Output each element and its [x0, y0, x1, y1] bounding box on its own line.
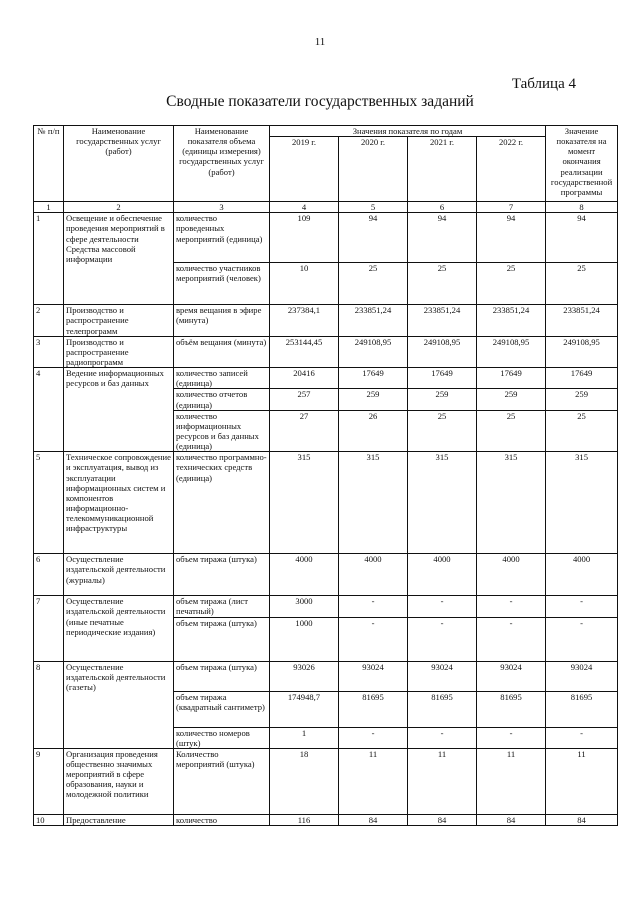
final-value: 93024 — [546, 661, 618, 691]
year-value: 109 — [270, 213, 339, 263]
header-final: Значение показателя на момент окончания реализации государственной программы — [546, 126, 618, 202]
indicator-name: Количество мероприятий (штука) — [174, 748, 270, 814]
service-name: Техническое сопровождение и эксплуатация, вывод из эксплуатации информационных систем и компонентов информационно-телекоммуникационной инфраструктуры — [64, 452, 174, 554]
year-value: 1 — [270, 727, 339, 748]
service-name: Производство и распространение радиопрограмм — [64, 336, 174, 367]
indicator-name: количество номеров (штук) — [174, 727, 270, 748]
table-row — [34, 213, 618, 263]
year-value: 93026 — [270, 661, 339, 691]
year-value: - — [408, 596, 477, 617]
header-year: 2019 г. — [270, 137, 339, 202]
row-number: 2 — [34, 305, 64, 336]
final-value: 81695 — [546, 691, 618, 727]
table-number: Таблица 4 — [511, 76, 576, 92]
row-number: 4 — [34, 368, 64, 452]
year-value: 20416 — [270, 368, 339, 389]
col-number: 4 — [270, 202, 339, 213]
year-value: 81695 — [339, 691, 408, 727]
final-value: 17649 — [546, 368, 618, 389]
col-number: 6 — [408, 202, 477, 213]
year-value: 11 — [408, 748, 477, 814]
row-number: 8 — [34, 661, 64, 748]
table-row — [34, 596, 618, 617]
header-service: Наименование государственных услуг (работ) — [64, 126, 174, 202]
year-value: 81695 — [477, 691, 546, 727]
year-value: 94 — [408, 213, 477, 263]
col-number: 3 — [174, 202, 270, 213]
final-value: 315 — [546, 452, 618, 554]
final-value: 25 — [546, 263, 618, 305]
year-value: 93024 — [477, 661, 546, 691]
final-value: 249108,95 — [546, 336, 618, 367]
year-value: 11 — [477, 748, 546, 814]
final-value: 11 — [546, 748, 618, 814]
indicator-name: количество — [174, 814, 270, 825]
service-name: Освещение и обеспечение проведения мероприятий в сфере деятельности Средства массовой информации — [64, 213, 174, 305]
year-value: 17649 — [339, 368, 408, 389]
state-assignments-table — [33, 125, 618, 826]
table-row — [34, 814, 618, 825]
service-name: Осуществление издательской деятельности (иные печатные периодические издания) — [64, 596, 174, 661]
year-value: 26 — [339, 410, 408, 452]
year-value: 253144,45 — [270, 336, 339, 367]
table-row — [34, 452, 618, 554]
header-year: 2022 г. — [477, 137, 546, 202]
year-value: 237384,1 — [270, 305, 339, 336]
year-value: - — [477, 617, 546, 661]
indicator-name: количество участников мероприятий (человек) — [174, 263, 270, 305]
col-number: 1 — [34, 202, 64, 213]
table-row — [34, 368, 618, 389]
col-number: 7 — [477, 202, 546, 213]
indicator-name: объём вещания (минута) — [174, 336, 270, 367]
year-value: - — [477, 727, 546, 748]
table-row — [34, 661, 618, 691]
indicator-name: объем тиража (штука) — [174, 554, 270, 596]
service-name: Производство и распространение телепрограмм — [64, 305, 174, 336]
document-title: Сводные показатели государственных заданий — [166, 93, 474, 110]
year-value: 174948,7 — [270, 691, 339, 727]
final-value: - — [546, 617, 618, 661]
year-value: 93024 — [408, 661, 477, 691]
final-value: 94 — [546, 213, 618, 263]
year-value: 18 — [270, 748, 339, 814]
year-value: 1000 — [270, 617, 339, 661]
year-value: - — [477, 596, 546, 617]
indicator-name: количество записей (единица) — [174, 368, 270, 389]
year-value: 259 — [477, 389, 546, 410]
row-number: 5 — [34, 452, 64, 554]
header-year: 2021 г. — [408, 137, 477, 202]
year-value: 4000 — [477, 554, 546, 596]
year-value: 116 — [270, 814, 339, 825]
page-number: 11 — [314, 36, 326, 48]
year-value: 25 — [339, 263, 408, 305]
year-value: 249108,95 — [408, 336, 477, 367]
year-value: 84 — [339, 814, 408, 825]
year-value: 315 — [270, 452, 339, 554]
year-value: 4000 — [270, 554, 339, 596]
final-value: 84 — [546, 814, 618, 825]
final-value: - — [546, 727, 618, 748]
final-value: 233851,24 — [546, 305, 618, 336]
year-value: - — [339, 617, 408, 661]
row-number: 3 — [34, 336, 64, 367]
header-indicator: Наименование показателя объема (единицы измерения) государственных услуг (работ) — [174, 126, 270, 202]
year-value: 315 — [339, 452, 408, 554]
year-value: 10 — [270, 263, 339, 305]
year-value: 4000 — [339, 554, 408, 596]
service-name: Осуществление издательской деятельности (журналы) — [64, 554, 174, 596]
year-value: 94 — [477, 213, 546, 263]
table-row — [34, 336, 618, 367]
final-value: 25 — [546, 410, 618, 452]
year-value: - — [408, 727, 477, 748]
header-num: № п/п — [34, 126, 64, 202]
service-name: Организация проведения общественно значимых мероприятий в сфере образования, науки и молодежной политики — [64, 748, 174, 814]
service-name: Осуществление издательской деятельности (газеты) — [64, 661, 174, 748]
year-value: - — [339, 596, 408, 617]
year-value: 25 — [408, 263, 477, 305]
year-value: 249108,95 — [339, 336, 408, 367]
year-value: 259 — [339, 389, 408, 410]
year-value: - — [408, 617, 477, 661]
year-value: 25 — [408, 410, 477, 452]
row-number: 1 — [34, 213, 64, 305]
year-value: 233851,24 — [408, 305, 477, 336]
indicator-name: время вещания в эфире (минута) — [174, 305, 270, 336]
year-value: 11 — [339, 748, 408, 814]
indicator-name: количество проведенных мероприятий (единица) — [174, 213, 270, 263]
year-value: 81695 — [408, 691, 477, 727]
row-number: 7 — [34, 596, 64, 661]
final-value: 259 — [546, 389, 618, 410]
year-value: 17649 — [408, 368, 477, 389]
year-value: 17649 — [477, 368, 546, 389]
row-number: 6 — [34, 554, 64, 596]
indicator-name: количество программно-технических средств (единица) — [174, 452, 270, 554]
year-value: 93024 — [339, 661, 408, 691]
col-number: 5 — [339, 202, 408, 213]
year-value: 84 — [408, 814, 477, 825]
row-number: 9 — [34, 748, 64, 814]
year-value: 233851,24 — [339, 305, 408, 336]
indicator-name: объем тиража (штука) — [174, 661, 270, 691]
col-number: 8 — [546, 202, 618, 213]
table-row — [34, 554, 618, 596]
year-value: 233851,24 — [477, 305, 546, 336]
header-year: 2020 г. — [339, 137, 408, 202]
final-value: 4000 — [546, 554, 618, 596]
col-number: 2 — [64, 202, 174, 213]
year-value: 259 — [408, 389, 477, 410]
year-value: 4000 — [408, 554, 477, 596]
table-body — [34, 213, 618, 826]
indicator-name: количество информационных ресурсов и баз данных (единица) — [174, 410, 270, 452]
year-value: 27 — [270, 410, 339, 452]
indicator-name: количество отчетов (единица) — [174, 389, 270, 410]
table-row — [34, 305, 618, 336]
year-value: 3000 — [270, 596, 339, 617]
year-value: 257 — [270, 389, 339, 410]
service-name: Ведение информационных ресурсов и баз данных — [64, 368, 174, 452]
indicator-name: объем тиража (квадратный сантиметр) — [174, 691, 270, 727]
indicator-name: объем тиража (лист печатный) — [174, 596, 270, 617]
header-years-group: Значения показателя по годам — [270, 126, 546, 137]
indicator-name: объем тиража (штука) — [174, 617, 270, 661]
year-value: - — [339, 727, 408, 748]
service-name: Предоставление — [64, 814, 174, 825]
year-value: 84 — [477, 814, 546, 825]
table-row — [34, 748, 618, 814]
year-value: 315 — [408, 452, 477, 554]
year-value: 249108,95 — [477, 336, 546, 367]
year-value: 25 — [477, 410, 546, 452]
year-value: 94 — [339, 213, 408, 263]
year-value: 25 — [477, 263, 546, 305]
row-number: 10 — [34, 814, 64, 825]
final-value: - — [546, 596, 618, 617]
year-value: 315 — [477, 452, 546, 554]
